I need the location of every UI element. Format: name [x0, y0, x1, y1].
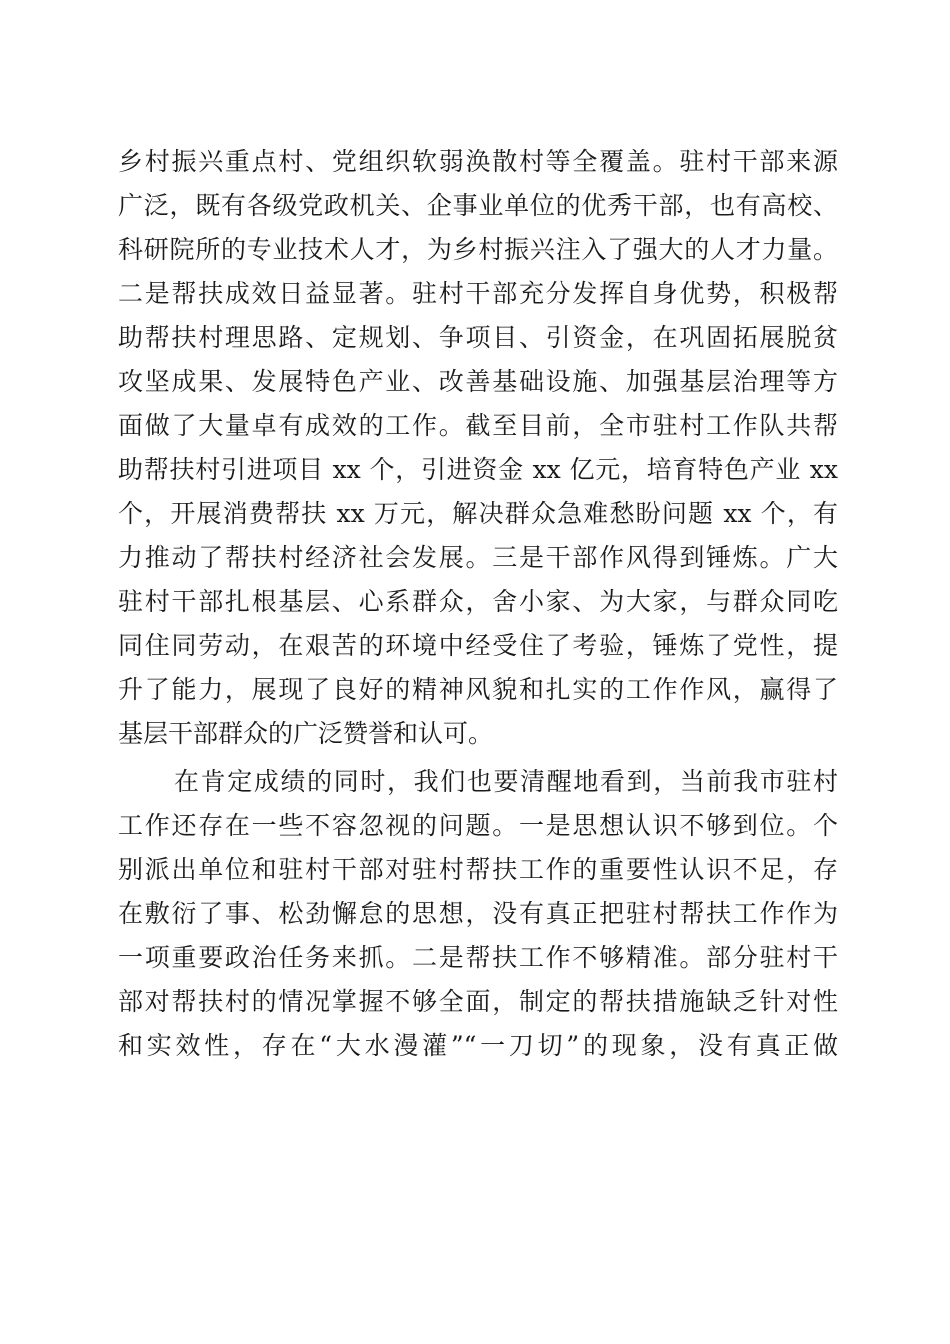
- text-line: 科研院所的专业技术人才，为乡村振兴注入了强大的人才力量。: [118, 235, 838, 264]
- text-line: 工作还存在一些不容忽视的问题。一是思想认识不够到位。个: [118, 811, 838, 840]
- text-line: 一项重要政治任务来抓。二是帮扶工作不够精准。部分驻村干: [118, 943, 838, 972]
- text-line: 同住同劳动，在艰苦的环境中经受住了考验，锤炼了党性，提: [118, 631, 838, 660]
- text-line: 助帮扶村引进项目 xx 个，引进资金 xx 亿元，培育特色产业 xx: [118, 455, 838, 484]
- text-line: 和实效性，存在“大水漫灌”“一刀切”的现象，没有真正做: [118, 1031, 838, 1060]
- text-line: 面做了大量卓有成效的工作。截至目前，全市驻村工作队共帮: [118, 411, 838, 440]
- text-line: 个，开展消费帮扶 xx 万元，解决群众急难愁盼问题 xx 个，有: [118, 499, 838, 528]
- text-line: 驻村干部扎根基层、心系群众，舍小家、为大家，与群众同吃: [118, 587, 838, 616]
- text-line: 攻坚成果、发展特色产业、改善基础设施、加强基层治理等方: [118, 367, 838, 396]
- text-line: 助帮扶村理思路、定规划、争项目、引资金，在巩固拓展脱贫: [118, 323, 838, 352]
- text-line: 在肯定成绩的同时，我们也要清醒地看到，当前我市驻村: [174, 767, 838, 796]
- text-line: 部对帮扶村的情况掌握不够全面，制定的帮扶措施缺乏针对性: [118, 987, 838, 1016]
- text-line: 基层干部群众的广泛赞誉和认可。: [118, 719, 494, 748]
- text-line: 在敷衍了事、松劲懈怠的思想，没有真正把驻村帮扶工作作为: [118, 899, 838, 928]
- text-line: 乡村振兴重点村、党组织软弱涣散村等全覆盖。驻村干部来源: [118, 147, 838, 176]
- text-line: 二是帮扶成效日益显著。驻村干部充分发挥自身优势，积极帮: [118, 279, 838, 308]
- text-line: 别派出单位和驻村干部对驻村帮扶工作的重要性认识不足，存: [118, 855, 838, 884]
- text-line: 升了能力，展现了良好的精神风貌和扎实的工作作风，赢得了: [118, 675, 838, 704]
- text-line: 广泛，既有各级党政机关、企事业单位的优秀干部，也有高校、: [118, 191, 838, 220]
- text-line: 力推动了帮扶村经济社会发展。三是干部作风得到锤炼。广大: [118, 543, 838, 572]
